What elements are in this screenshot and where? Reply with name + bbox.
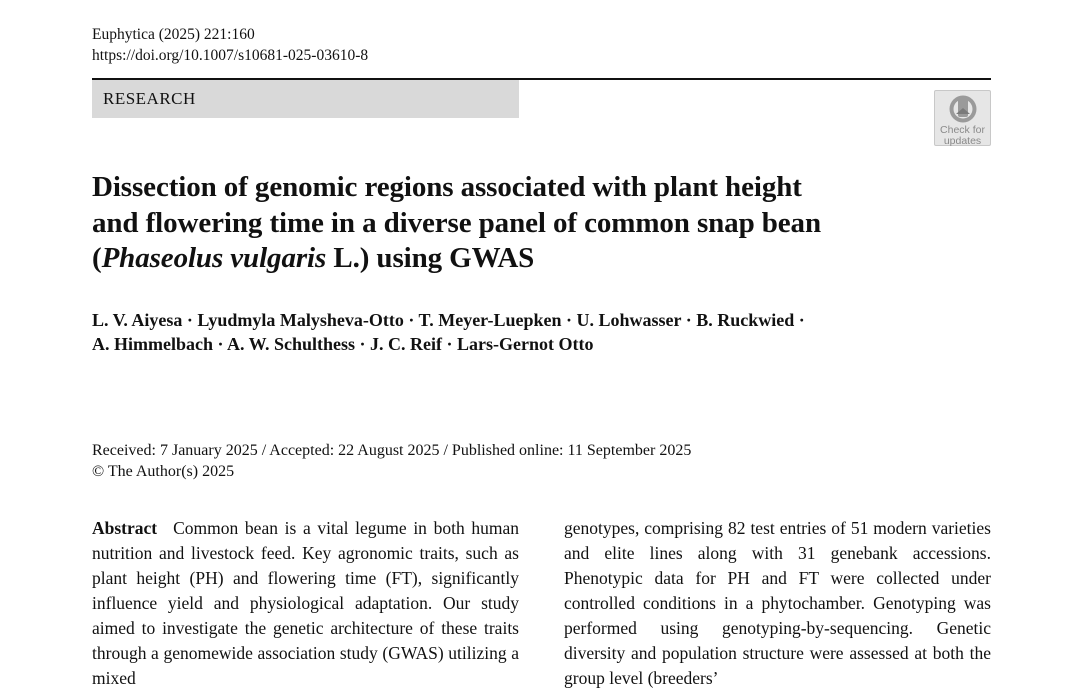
abstract-text-right: genotypes, comprising 82 test entries of 51 modern varieties and elite lines along with 31 genebank accessions. Phenotypic data for PH and FT were collected under controlled conditions in a phytochamber. Genotyping was performed using genotyping-by-sequencing. Genetic diversity and population structure were assessed at both the group level (breeders’ <box>564 518 991 688</box>
abstract-left-column <box>92 516 519 691</box>
title-line-2: and flowering time in a diverse panel of common snap bean <box>92 206 821 239</box>
title-line-1: Dissection of genomic regions associated with plant height <box>92 171 802 203</box>
title-species-name: Phaseolus vulgaris <box>101 242 327 274</box>
publication-dates <box>92 440 691 482</box>
copyright-line: © The Author(s) 2025 <box>92 463 235 480</box>
dates-line: Received: 7 January 2025 / Accepted: 22 August 2025 / Published online: 11 September 2025 <box>92 442 692 459</box>
title-line-3-open: ( <box>92 242 102 274</box>
author-list <box>92 308 972 356</box>
section-label: RESEARCH <box>92 80 519 118</box>
check-for-updates-label-1: Check for <box>940 124 985 136</box>
author-line-2: A. Himmelbach · A. W. Schulthess · J. C. Reif · Lars-Gernot Otto <box>92 334 594 354</box>
check-for-updates-label-2: updates <box>943 134 982 147</box>
title-line-3-rest: L.) using GWAS <box>326 242 535 274</box>
article-title <box>92 170 972 277</box>
doi-link[interactable]: https://doi.org/10.1007/s10681-025-03610-8 <box>92 47 369 64</box>
check-for-updates-icon <box>948 94 978 124</box>
abstract-text-left: Common bean is a vital legume in both human nutrition and livestock feed. Key agronomic traits, such as plant height (PH) and flowering time (FT), significantly influence yield and physiological adaptation. Our study aimed to investigate the genetic architecture of these traits through a genomewide association study (GWAS) utilizing a mixed <box>92 518 519 688</box>
check-for-updates-button[interactable] <box>934 90 991 146</box>
abstract-label: Abstract <box>92 518 158 538</box>
journal-header <box>92 24 368 66</box>
journal-citation: Euphytica (2025) 221:160 <box>92 26 255 43</box>
author-line-1: L. V. Aiyesa · Lyudmyla Malysheva-Otto · T. Meyer-Luepken · U. Lohwasser · B. Ruckwied · <box>92 310 805 330</box>
abstract-right-column <box>564 516 991 691</box>
